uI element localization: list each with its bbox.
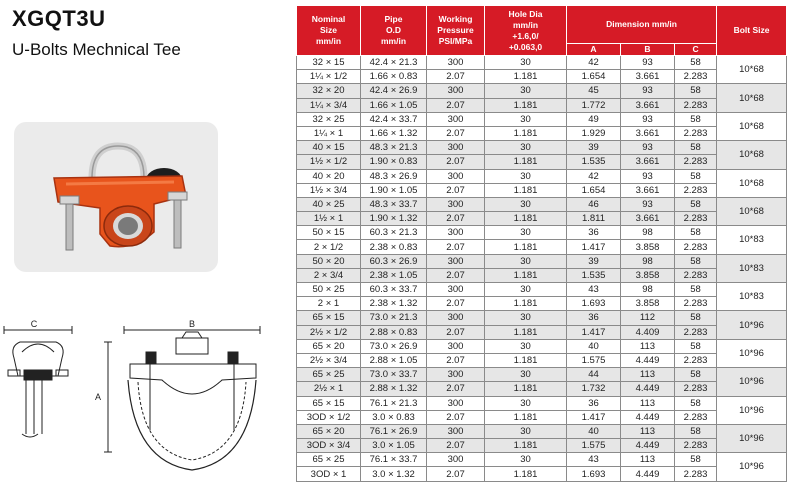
header-nominal-size: Nominal Size mm/in [297, 6, 361, 56]
dim-a-mm-cell: 36 [567, 226, 621, 240]
dim-c-in-cell: 2.283 [675, 98, 717, 112]
table-row-inch [297, 325, 787, 339]
nominal-mm-cell: 65 × 25 [297, 453, 361, 467]
dim-b-in-cell: 3.858 [621, 297, 675, 311]
dim-a-mm-cell: 39 [567, 254, 621, 268]
nominal-in-cell: 2 × 1 [297, 297, 361, 311]
header-dimension: Dimension mm/in [567, 6, 717, 44]
dim-b-in-cell: 3.661 [621, 98, 675, 112]
dim-c-in-cell: 2.283 [675, 126, 717, 140]
header-bolt-size: Bolt Size [717, 6, 787, 56]
dim-b-in-cell: 3.661 [621, 70, 675, 84]
dim-a-in-cell: 1.575 [567, 439, 621, 453]
bolt-size-cell: 10*96 [717, 339, 787, 367]
pressure-in-cell: 2.07 [427, 70, 485, 84]
dim-a-mm-cell: 42 [567, 169, 621, 183]
table-row-inch [297, 183, 787, 197]
nominal-mm-cell: 50 × 25 [297, 283, 361, 297]
dim-a-in-cell: 1.575 [567, 353, 621, 367]
pressure-mm-cell: 300 [427, 424, 485, 438]
hole-dia-in-cell: 1.181 [485, 240, 567, 254]
dim-b-mm-cell: 98 [621, 283, 675, 297]
dim-b-in-cell: 3.661 [621, 126, 675, 140]
dim-c-mm-cell: 58 [675, 283, 717, 297]
hole-dia-in-cell: 1.181 [485, 212, 567, 226]
nominal-in-cell: 2½ × 3/4 [297, 353, 361, 367]
dim-a-in-cell: 1.417 [567, 325, 621, 339]
pressure-mm-cell: 300 [427, 112, 485, 126]
dim-c-mm-cell: 58 [675, 141, 717, 155]
dim-b-mm-cell: 113 [621, 453, 675, 467]
dim-a-mm-cell: 49 [567, 112, 621, 126]
bolt-size-cell: 10*96 [717, 311, 787, 339]
pipe-od-in-cell: 1.90 × 0.83 [361, 155, 427, 169]
dim-a-in-cell: 1.417 [567, 410, 621, 424]
table-row-inch [297, 126, 787, 140]
pressure-in-cell: 2.07 [427, 240, 485, 254]
pressure-mm-cell: 300 [427, 339, 485, 353]
nominal-in-cell: 1½ × 1 [297, 212, 361, 226]
pressure-in-cell: 2.07 [427, 126, 485, 140]
table-row [297, 368, 787, 382]
nominal-in-cell: 2 × 3/4 [297, 268, 361, 282]
hole-dia-mm-cell: 30 [485, 56, 567, 70]
dim-b-in-cell: 4.449 [621, 410, 675, 424]
bolt-size-cell: 10*83 [717, 283, 787, 311]
dim-b-in-cell: 4.449 [621, 467, 675, 481]
label-c: C [30, 319, 38, 329]
dim-b-mm-cell: 113 [621, 424, 675, 438]
nominal-in-cell: 2 × 1/2 [297, 240, 361, 254]
pipe-od-in-cell: 3.0 × 1.32 [361, 467, 427, 481]
front-view-drawing [104, 326, 260, 470]
bolt-size-cell: 10*83 [717, 254, 787, 282]
pressure-mm-cell: 300 [427, 141, 485, 155]
dimension-drawing [0, 312, 290, 500]
nominal-mm-cell: 50 × 20 [297, 254, 361, 268]
pressure-in-cell: 2.07 [427, 155, 485, 169]
table-row-inch [297, 297, 787, 311]
product-photo-card [14, 122, 218, 272]
nominal-in-cell: 1½ × 1/2 [297, 155, 361, 169]
dim-b-mm-cell: 93 [621, 84, 675, 98]
spec-table [296, 5, 787, 482]
nominal-in-cell: 1¼ × 1 [297, 126, 361, 140]
dim-b-in-cell: 3.661 [621, 183, 675, 197]
dim-a-mm-cell: 39 [567, 141, 621, 155]
nominal-in-cell: 1½ × 3/4 [297, 183, 361, 197]
pressure-mm-cell: 300 [427, 283, 485, 297]
hole-dia-in-cell: 1.181 [485, 382, 567, 396]
dim-c-in-cell: 2.283 [675, 268, 717, 282]
pipe-od-mm-cell: 42.4 × 26.9 [361, 84, 427, 98]
table-row-inch [297, 98, 787, 112]
dim-c-in-cell: 2.283 [675, 410, 717, 424]
pipe-od-in-cell: 1.66 × 1.32 [361, 126, 427, 140]
nominal-mm-cell: 65 × 20 [297, 339, 361, 353]
dim-b-mm-cell: 93 [621, 197, 675, 211]
bolt-size-cell: 10*83 [717, 226, 787, 254]
header-dim-c: C [675, 44, 717, 56]
hole-dia-mm-cell: 30 [485, 396, 567, 410]
dim-c-mm-cell: 58 [675, 453, 717, 467]
table-row-inch [297, 212, 787, 226]
nominal-in-cell: 2½ × 1/2 [297, 325, 361, 339]
pressure-mm-cell: 300 [427, 396, 485, 410]
nominal-mm-cell: 32 × 15 [297, 56, 361, 70]
bolt-size-cell: 10*96 [717, 453, 787, 481]
dim-c-mm-cell: 58 [675, 226, 717, 240]
hole-dia-mm-cell: 30 [485, 424, 567, 438]
dim-b-in-cell: 4.449 [621, 353, 675, 367]
pipe-od-in-cell: 2.38 × 1.32 [361, 297, 427, 311]
table-row-inch [297, 410, 787, 424]
dim-a-mm-cell: 36 [567, 396, 621, 410]
pressure-mm-cell: 300 [427, 254, 485, 268]
dim-a-mm-cell: 44 [567, 368, 621, 382]
pipe-od-in-cell: 3.0 × 0.83 [361, 410, 427, 424]
dim-a-in-cell: 1.535 [567, 268, 621, 282]
bolt-size-cell: 10*68 [717, 169, 787, 197]
dim-c-in-cell: 2.283 [675, 240, 717, 254]
dim-c-in-cell: 2.283 [675, 70, 717, 84]
header-pipe-od: Pipe O.D mm/in [361, 6, 427, 56]
pressure-in-cell: 2.07 [427, 268, 485, 282]
nominal-in-cell: 1¼ × 3/4 [297, 98, 361, 112]
nominal-in-cell: 3OD × 3/4 [297, 439, 361, 453]
pressure-in-cell: 2.07 [427, 325, 485, 339]
pipe-od-mm-cell: 60.3 × 33.7 [361, 283, 427, 297]
label-b: B [188, 319, 196, 329]
dim-a-in-cell: 1.654 [567, 183, 621, 197]
dim-c-in-cell: 2.283 [675, 353, 717, 367]
pressure-mm-cell: 300 [427, 197, 485, 211]
pipe-od-in-cell: 2.88 × 1.05 [361, 353, 427, 367]
nominal-mm-cell: 50 × 15 [297, 226, 361, 240]
pipe-od-in-cell: 1.66 × 1.05 [361, 98, 427, 112]
dim-a-mm-cell: 45 [567, 84, 621, 98]
table-row [297, 311, 787, 325]
dim-a-in-cell: 1.693 [567, 467, 621, 481]
pressure-mm-cell: 300 [427, 368, 485, 382]
dim-c-mm-cell: 58 [675, 112, 717, 126]
dim-a-mm-cell: 40 [567, 339, 621, 353]
pressure-in-cell: 2.07 [427, 183, 485, 197]
nominal-mm-cell: 65 × 20 [297, 424, 361, 438]
dim-a-in-cell: 1.929 [567, 126, 621, 140]
pipe-od-mm-cell: 60.3 × 21.3 [361, 226, 427, 240]
table-row-inch [297, 70, 787, 84]
nominal-in-cell: 3OD × 1/2 [297, 410, 361, 424]
pressure-mm-cell: 300 [427, 226, 485, 240]
bolt-size-cell: 10*96 [717, 368, 787, 396]
dim-a-in-cell: 1.417 [567, 240, 621, 254]
dim-a-in-cell: 1.772 [567, 98, 621, 112]
table-row [297, 283, 787, 297]
table-row [297, 254, 787, 268]
table-row-inch [297, 268, 787, 282]
hole-dia-mm-cell: 30 [485, 84, 567, 98]
dim-c-in-cell: 2.283 [675, 325, 717, 339]
table-row-inch [297, 382, 787, 396]
dim-b-mm-cell: 93 [621, 141, 675, 155]
u-bolt-tee-photo [14, 122, 218, 272]
dim-c-in-cell: 2.283 [675, 382, 717, 396]
dim-c-in-cell: 2.283 [675, 439, 717, 453]
table-row-inch [297, 155, 787, 169]
table-row [297, 112, 787, 126]
header-dim-a: A [567, 44, 621, 56]
pipe-od-mm-cell: 60.3 × 26.9 [361, 254, 427, 268]
nominal-mm-cell: 32 × 25 [297, 112, 361, 126]
side-view-drawing [4, 326, 72, 437]
dim-b-in-cell: 3.858 [621, 240, 675, 254]
pipe-od-mm-cell: 42.4 × 21.3 [361, 56, 427, 70]
pressure-mm-cell: 300 [427, 56, 485, 70]
bolt-size-cell: 10*68 [717, 112, 787, 140]
table-row [297, 396, 787, 410]
hole-dia-in-cell: 1.181 [485, 70, 567, 84]
dim-b-mm-cell: 113 [621, 339, 675, 353]
nominal-mm-cell: 65 × 15 [297, 396, 361, 410]
table-row-inch [297, 439, 787, 453]
hole-dia-in-cell: 1.181 [485, 325, 567, 339]
pipe-od-mm-cell: 73.0 × 33.7 [361, 368, 427, 382]
pipe-od-in-cell: 2.38 × 1.05 [361, 268, 427, 282]
dim-c-mm-cell: 58 [675, 424, 717, 438]
dim-c-mm-cell: 58 [675, 56, 717, 70]
pipe-od-in-cell: 2.88 × 0.83 [361, 325, 427, 339]
table-row [297, 339, 787, 353]
dim-a-mm-cell: 36 [567, 311, 621, 325]
dim-b-mm-cell: 113 [621, 396, 675, 410]
pipe-od-mm-cell: 76.1 × 26.9 [361, 424, 427, 438]
hole-dia-mm-cell: 30 [485, 197, 567, 211]
hole-dia-in-cell: 1.181 [485, 353, 567, 367]
hole-dia-in-cell: 1.181 [485, 155, 567, 169]
bolt-size-cell: 10*96 [717, 424, 787, 452]
nominal-in-cell: 2½ × 1 [297, 382, 361, 396]
dim-c-in-cell: 2.283 [675, 183, 717, 197]
pressure-in-cell: 2.07 [427, 212, 485, 226]
dim-b-in-cell: 3.858 [621, 268, 675, 282]
dim-b-mm-cell: 113 [621, 368, 675, 382]
hole-dia-mm-cell: 30 [485, 141, 567, 155]
table-row-inch [297, 240, 787, 254]
header-hole-dia: Hole Dia mm/in +1.6,0/ +0.063,0 [485, 6, 567, 56]
dim-a-mm-cell: 43 [567, 453, 621, 467]
dim-c-mm-cell: 58 [675, 84, 717, 98]
table-row [297, 169, 787, 183]
bolt-size-cell: 10*68 [717, 141, 787, 169]
product-code: XGQT3U [12, 6, 106, 31]
dim-c-mm-cell: 58 [675, 339, 717, 353]
pipe-od-in-cell: 3.0 × 1.05 [361, 439, 427, 453]
pipe-od-in-cell: 1.66 × 0.83 [361, 70, 427, 84]
hole-dia-in-cell: 1.181 [485, 98, 567, 112]
dim-a-in-cell: 1.654 [567, 70, 621, 84]
pipe-od-mm-cell: 73.0 × 26.9 [361, 339, 427, 353]
table-row [297, 56, 787, 70]
dim-b-mm-cell: 93 [621, 112, 675, 126]
hole-dia-in-cell: 1.181 [485, 439, 567, 453]
hole-dia-mm-cell: 30 [485, 169, 567, 183]
nominal-mm-cell: 40 × 25 [297, 197, 361, 211]
pipe-od-mm-cell: 76.1 × 33.7 [361, 453, 427, 467]
dim-a-mm-cell: 46 [567, 197, 621, 211]
pressure-mm-cell: 300 [427, 311, 485, 325]
dim-a-in-cell: 1.535 [567, 155, 621, 169]
dim-b-in-cell: 4.449 [621, 439, 675, 453]
dim-a-mm-cell: 42 [567, 56, 621, 70]
product-name: U-Bolts Mechnical Tee [12, 40, 181, 59]
header-working-pressure: Working Pressure PSI/MPa [427, 6, 485, 56]
dim-c-in-cell: 2.283 [675, 155, 717, 169]
nominal-mm-cell: 40 × 15 [297, 141, 361, 155]
dim-c-in-cell: 2.283 [675, 467, 717, 481]
dim-b-in-cell: 4.449 [621, 382, 675, 396]
dim-c-mm-cell: 58 [675, 254, 717, 268]
bolt-size-cell: 10*68 [717, 56, 787, 84]
hole-dia-mm-cell: 30 [485, 311, 567, 325]
pressure-in-cell: 2.07 [427, 439, 485, 453]
label-a: A [94, 392, 102, 402]
table-row [297, 141, 787, 155]
pipe-od-mm-cell: 76.1 × 21.3 [361, 396, 427, 410]
nominal-in-cell: 3OD × 1 [297, 467, 361, 481]
dim-c-mm-cell: 58 [675, 197, 717, 211]
table-row-inch [297, 467, 787, 481]
hole-dia-in-cell: 1.181 [485, 183, 567, 197]
hole-dia-in-cell: 1.181 [485, 297, 567, 311]
nominal-mm-cell: 32 × 20 [297, 84, 361, 98]
table-row [297, 424, 787, 438]
pressure-in-cell: 2.07 [427, 297, 485, 311]
dim-c-mm-cell: 58 [675, 169, 717, 183]
pressure-in-cell: 2.07 [427, 382, 485, 396]
pipe-od-in-cell: 1.90 × 1.32 [361, 212, 427, 226]
pipe-od-mm-cell: 48.3 × 33.7 [361, 197, 427, 211]
pipe-od-mm-cell: 42.4 × 33.7 [361, 112, 427, 126]
dim-c-in-cell: 2.283 [675, 212, 717, 226]
dim-a-mm-cell: 43 [567, 283, 621, 297]
pipe-od-mm-cell: 48.3 × 26.9 [361, 169, 427, 183]
dim-a-in-cell: 1.693 [567, 297, 621, 311]
dim-c-mm-cell: 58 [675, 396, 717, 410]
dim-c-mm-cell: 58 [675, 311, 717, 325]
nominal-mm-cell: 65 × 25 [297, 368, 361, 382]
dim-a-in-cell: 1.811 [567, 212, 621, 226]
pipe-od-in-cell: 1.90 × 1.05 [361, 183, 427, 197]
nominal-mm-cell: 65 × 15 [297, 311, 361, 325]
hole-dia-in-cell: 1.181 [485, 410, 567, 424]
nominal-in-cell: 1¼ × 1/2 [297, 70, 361, 84]
dim-b-mm-cell: 98 [621, 254, 675, 268]
hole-dia-mm-cell: 30 [485, 339, 567, 353]
bolt-size-cell: 10*68 [717, 197, 787, 225]
hole-dia-in-cell: 1.181 [485, 126, 567, 140]
dim-c-in-cell: 2.283 [675, 297, 717, 311]
pipe-od-mm-cell: 73.0 × 21.3 [361, 311, 427, 325]
dim-b-in-cell: 3.661 [621, 155, 675, 169]
hole-dia-in-cell: 1.181 [485, 467, 567, 481]
pressure-in-cell: 2.07 [427, 467, 485, 481]
table-row [297, 226, 787, 240]
hole-dia-mm-cell: 30 [485, 283, 567, 297]
pressure-in-cell: 2.07 [427, 410, 485, 424]
dim-b-mm-cell: 112 [621, 311, 675, 325]
dim-a-in-cell: 1.732 [567, 382, 621, 396]
hole-dia-mm-cell: 30 [485, 254, 567, 268]
pipe-od-in-cell: 2.88 × 1.32 [361, 382, 427, 396]
pipe-od-mm-cell: 48.3 × 21.3 [361, 141, 427, 155]
table-row [297, 84, 787, 98]
hole-dia-mm-cell: 30 [485, 368, 567, 382]
table-row-inch [297, 353, 787, 367]
nominal-mm-cell: 40 × 20 [297, 169, 361, 183]
dim-a-mm-cell: 40 [567, 424, 621, 438]
dim-c-mm-cell: 58 [675, 368, 717, 382]
table-row [297, 197, 787, 211]
pressure-in-cell: 2.07 [427, 98, 485, 112]
dim-b-mm-cell: 98 [621, 226, 675, 240]
hole-dia-mm-cell: 30 [485, 226, 567, 240]
hole-dia-mm-cell: 30 [485, 112, 567, 126]
pipe-od-in-cell: 2.38 × 0.83 [361, 240, 427, 254]
header-dim-b: B [621, 44, 675, 56]
hole-dia-mm-cell: 30 [485, 453, 567, 467]
dim-b-mm-cell: 93 [621, 169, 675, 183]
dim-b-mm-cell: 93 [621, 56, 675, 70]
pressure-in-cell: 2.07 [427, 353, 485, 367]
dim-b-in-cell: 4.409 [621, 325, 675, 339]
bolt-size-cell: 10*68 [717, 84, 787, 112]
dim-b-in-cell: 3.661 [621, 212, 675, 226]
hole-dia-in-cell: 1.181 [485, 268, 567, 282]
pressure-mm-cell: 300 [427, 453, 485, 467]
table-row [297, 453, 787, 467]
pressure-mm-cell: 300 [427, 84, 485, 98]
pressure-mm-cell: 300 [427, 169, 485, 183]
bolt-size-cell: 10*96 [717, 396, 787, 424]
